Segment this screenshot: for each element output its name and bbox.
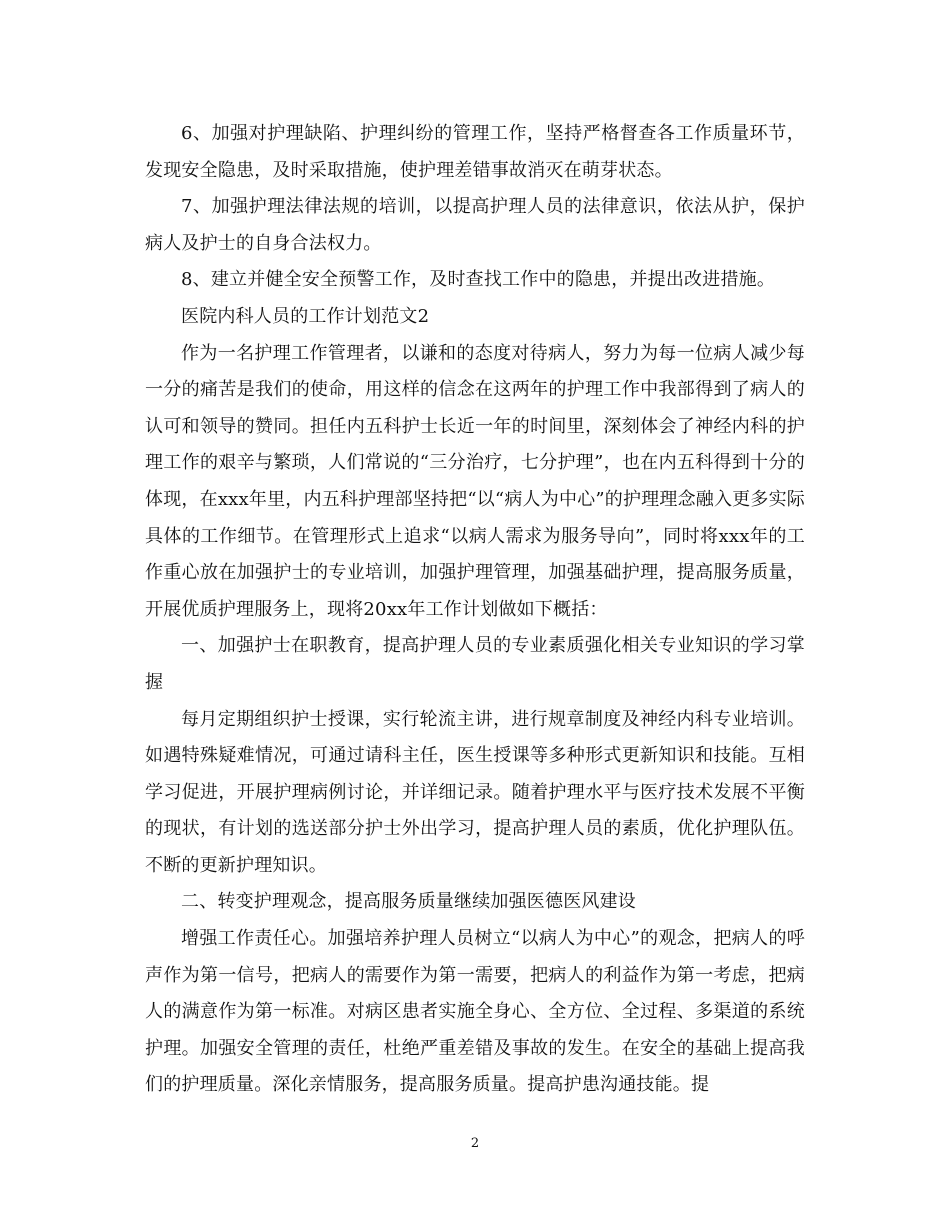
paragraph-service: 增强工作责任心。加强培养护理人员树立“以病人为中心”的观念，把病人的呼声作为第一信号，把病人的需要作为第一需要，把病人的利益作为第一考虑，把病人的满意作为第一标准。对病区患者实施全身心、全方位、全过程、多渠道的系统护理。加强安全管理的责任，杜绝严重差错及事故的发生。在安全的基础上提高我们的护理质量。深化亲情服务，提高服务质量。提高护患沟通技能。提: [145, 928, 805, 1096]
heading-one: 一、加强护士在职教育，提高护理人员的专业素质强化相关专业知识的学习掌握: [145, 635, 805, 693]
paragraph-intro: 作为一名护理工作管理者，以谦和的态度对待病人，努力为每一位病人减少每一分的痛苦是我们的使命，用这样的信念在这两年的护理工作中我部得到了病人的认可和领导的赞同。担任内五科护士长近一年的时间里，深刻体会了神经内科的护理工作的艰辛与繁琐，人们常说的“三分治疗，七分护理”，也在内五科得到十分的体现，在xxx年里，内五科护理部坚持把“以“病人为中心”的护理理念融入更多实际具体的工作细节。在管理形式上追求“以病人需求为服务导向”，同时将xxx年的工作重心放在加强护士的专业培训，加强护理管理，加强基础护理，提高服务质量，开展优质护理服务上，现将20xx年工作计划做如下概括：: [145, 342, 805, 620]
section-title: 医院内科人员的工作计划范文2: [181, 305, 430, 327]
paragraph-item-7: 7、加强护理法律法规的培训，以提高护理人员的法律意识，依法从护，保护病人及护士的自身合法权力。: [145, 196, 805, 254]
paragraph-item-8: 8、建立并健全安全预警工作，及时查找工作中的隐患，并提出改进措施。: [181, 269, 776, 291]
document-body: [145, 116, 805, 1104]
heading-two: 二、转变护理观念，提高服务质量继续加强医德医风建设: [181, 891, 636, 913]
page-number: 2: [470, 1136, 480, 1151]
paragraph-training: 每月定期组织护士授课，实行轮流主讲，进行规章制度及神经内科专业培训。如遇特殊疑难情况，可通过请科主任，医生授课等多种形式更新知识和技能。互相学习促进，开展护理病例讨论，并详细记录。随着护理水平与医疗技术发展不平衡的现状，有计划的选送部分护士外出学习，提高护理人员的素质，优化护理队伍。不断的更新护理知识。: [145, 708, 805, 876]
paragraph-item-6: 6、加强对护理缺陷、护理纠纷的管理工作，坚持严格督查各工作质量环节，发现安全隐患，及时采取措施，使护理差错事故消灭在萌芽状态。: [145, 123, 805, 181]
